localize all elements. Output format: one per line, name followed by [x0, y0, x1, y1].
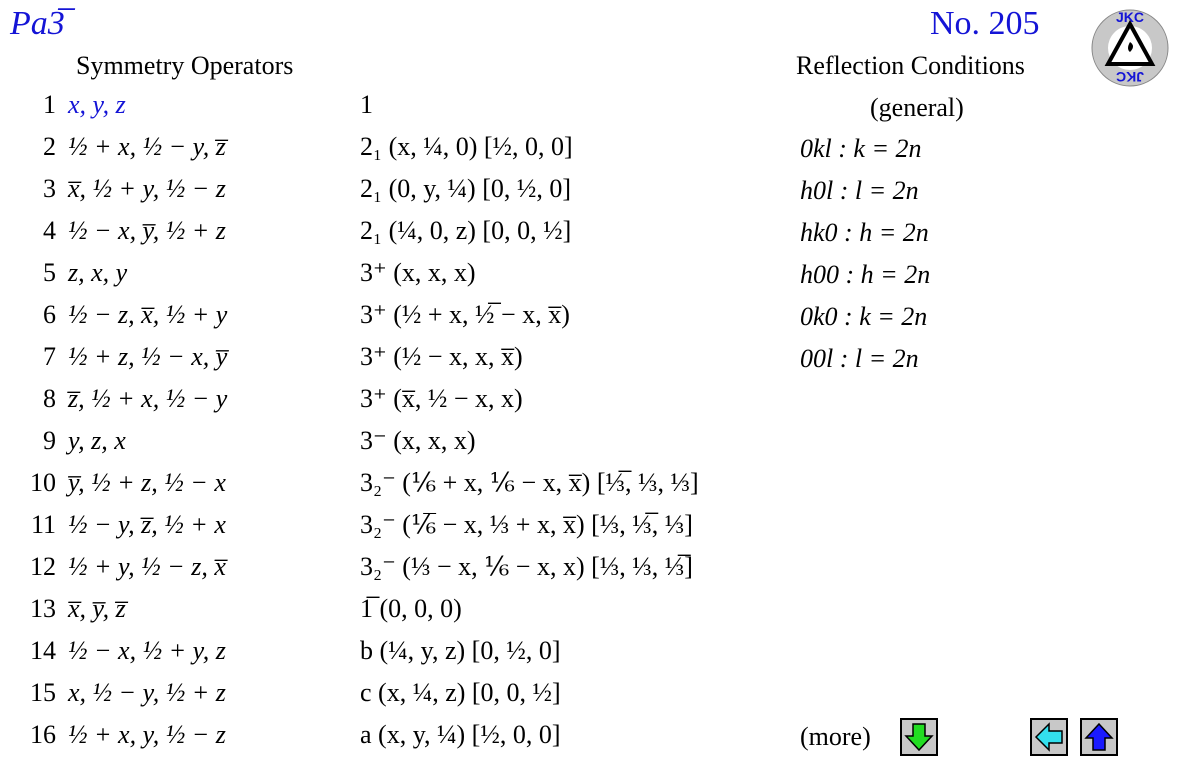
- symmetry-row-operation: 3⁺ (½ + x, ½̅ − x, x̅): [360, 300, 570, 329]
- left-arrow-icon: [1034, 722, 1064, 752]
- symmetry-row-number: 3: [43, 174, 56, 203]
- symmetry-row-number: 15: [30, 678, 56, 707]
- symmetry-row-number: 10: [30, 468, 56, 497]
- symmetry-row-number: 12: [30, 552, 56, 581]
- symmetry-row-coordinates: z̅, ½ + x, ½ − y: [68, 384, 228, 413]
- symmetry-row-coordinates: x, y, z: [68, 90, 126, 119]
- symmetry-row-operation: 3⁻ (x, x, x): [360, 426, 476, 455]
- up-page-button[interactable]: [1080, 718, 1118, 756]
- symmetry-row-coordinates: x, ½ − y, ½ + z: [68, 678, 226, 707]
- symmetry-row: [0, 256, 760, 298]
- symmetry-row-coordinates: x̅, ½ + y, ½ − z: [68, 174, 226, 203]
- symmetry-row-number: 1: [43, 90, 56, 119]
- symmetry-row: [0, 634, 760, 676]
- up-arrow-icon: [1084, 722, 1114, 752]
- symmetry-row-operation: 3⁺ (x̅, ½ − x, x): [360, 384, 523, 413]
- symmetry-row-operation: 3⁺ (½ − x, x, x̅): [360, 342, 523, 371]
- reflection-conditions-heading: Reflection Conditions: [796, 51, 1025, 80]
- reflection-condition-list: [800, 132, 930, 384]
- symmetry-row-number: 16: [30, 720, 56, 749]
- space-group-symbol: Pa3̅: [10, 5, 65, 42]
- reflection-condition: 0kl : k = 2n: [800, 134, 922, 163]
- symmetry-row-operation: 3₂⁻ (⅙̅ − x, ⅓ + x, x̅) [⅓, ⅓̅, ⅓]: [360, 510, 693, 539]
- general-label: (general): [870, 93, 964, 122]
- symmetry-row: [0, 214, 760, 256]
- symmetry-row-coordinates: ½ + y, ½ − z, x̅: [68, 552, 226, 581]
- jkc-logo: [1090, 8, 1170, 88]
- space-group-number: No. 205: [930, 5, 1040, 42]
- symmetry-row-coordinates: x̅, y̅, z̅: [68, 594, 126, 623]
- reflection-condition: hk0 : h = 2n: [800, 218, 929, 247]
- jkc-logo-icon: [1090, 8, 1170, 88]
- reflection-condition: h00 : h = 2n: [800, 260, 931, 289]
- reflection-condition: 00l : l = 2n: [800, 344, 919, 373]
- symmetry-row-number: 9: [43, 426, 56, 455]
- symmetry-row-number: 14: [30, 636, 56, 665]
- symmetry-row: [0, 298, 760, 340]
- symmetry-row-number: 11: [30, 510, 56, 539]
- symmetry-row-coordinates: ½ − x, ½ + y, z: [68, 636, 226, 665]
- symmetry-operators-heading: Symmetry Operators: [76, 51, 294, 80]
- symmetry-row-operation: 3⁺ (x, x, x): [360, 258, 476, 287]
- more-label: (more): [800, 722, 871, 751]
- symmetry-row: [0, 508, 760, 550]
- symmetry-row-operation: c (x, ¼, z) [0, 0, ½]: [360, 678, 561, 707]
- next-page-button[interactable]: [900, 718, 938, 756]
- symmetry-row-coordinates: z, x, y: [68, 258, 128, 287]
- down-arrow-icon: [904, 722, 934, 752]
- symmetry-row-operation: 1̅ (0, 0, 0): [360, 594, 462, 623]
- symmetry-row-number: 6: [43, 300, 56, 329]
- symmetry-row-number: 7: [43, 342, 56, 371]
- symmetry-row-operation: 2₁ (¼, 0, z) [0, 0, ½]: [360, 216, 572, 245]
- symmetry-row: [0, 550, 760, 592]
- symmetry-row-operation: 3₂⁻ (⅓ − x, ⅙ − x, x) [⅓, ⅓, ⅓̅]: [360, 552, 693, 581]
- symmetry-row-operation: 2₁ (x, ¼, 0) [½, 0, 0]: [360, 132, 573, 161]
- symmetry-row: [0, 718, 760, 760]
- symmetry-row: [0, 340, 760, 382]
- symmetry-row-operation: 1: [360, 90, 373, 119]
- symmetry-row-coordinates: ½ + x, y, ½ − z: [68, 720, 226, 749]
- symmetry-row-operation: b (¼, y, z) [0, ½, 0]: [360, 636, 561, 665]
- symmetry-row: [0, 130, 760, 172]
- symmetry-row-operation: 3₂⁻ (⅙ + x, ⅙ − x, x̅) [⅓̅, ⅓, ⅓]: [360, 468, 699, 497]
- symmetry-row: [0, 466, 760, 508]
- symmetry-operator-list: [0, 88, 760, 760]
- symmetry-row-coordinates: ½ − x, y̅, ½ + z: [68, 216, 226, 245]
- symmetry-row-number: 5: [43, 258, 56, 287]
- symmetry-row: [0, 172, 760, 214]
- symmetry-row-number: 4: [43, 216, 56, 245]
- symmetry-row-coordinates: ½ − z, x̅, ½ + y: [68, 300, 228, 329]
- symmetry-row-number: 2: [43, 132, 56, 161]
- symmetry-row: [0, 424, 760, 466]
- symmetry-row: [0, 88, 760, 130]
- symmetry-row-number: 13: [30, 594, 56, 623]
- logo-text-bottom: JKC: [1115, 69, 1145, 85]
- symmetry-row-coordinates: y, z, x: [68, 426, 126, 455]
- previous-page-button[interactable]: [1030, 718, 1068, 756]
- symmetry-row-operation: 2₁ (0, y, ¼) [0, ½, 0]: [360, 174, 572, 203]
- symmetry-row: [0, 676, 760, 718]
- symmetry-row-coordinates: ½ + z, ½ − x, y̅: [68, 342, 228, 371]
- reflection-condition: h0l : l = 2n: [800, 176, 919, 205]
- symmetry-row-number: 8: [43, 384, 56, 413]
- symmetry-row: [0, 382, 760, 424]
- symmetry-row: [0, 592, 760, 634]
- symmetry-row-coordinates: y̅, ½ + z, ½ − x: [68, 468, 226, 497]
- symmetry-row-operation: a (x, y, ¼) [½, 0, 0]: [360, 720, 561, 749]
- reflection-condition: 0k0 : k = 2n: [800, 302, 928, 331]
- logo-text-top: JKC: [1115, 9, 1145, 25]
- symmetry-row-coordinates: ½ + x, ½ − y, z̅: [68, 132, 226, 161]
- symmetry-row-coordinates: ½ − y, z̅, ½ + x: [68, 510, 226, 539]
